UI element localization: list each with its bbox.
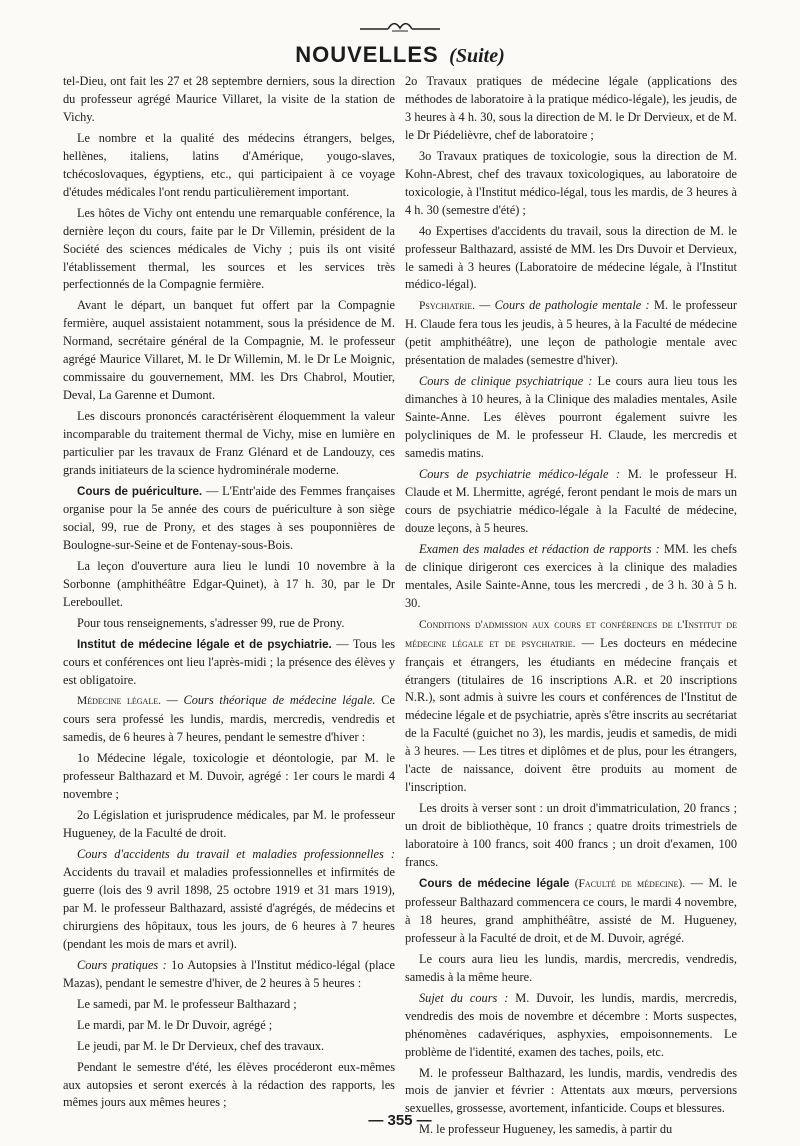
paragraph-text: — Les docteurs en médecine français et étrangers, les étudiants en médecine français et étrangers (titulaires de 16 inscriptions A.R. et 20 inscriptions N.R.), sont admis à suivre les cours et conférences de l'Institut de médecine légale et de psychiatrie, après s'être inscrits au secrétariat de la Faculté (guichet no 3), les mardis, jeudis et samedis, de midi à 3 heures. — Les titres et diplômes et de plus, pour les étrangers, l'acte de naissance, doivent être produits au moment de l'inscription. (405, 635, 737, 795)
bold-lead: Cours de médecine légale (419, 876, 570, 890)
paragraph-text: — M. le professeur Balthazard commencera ce cours, le mardi 4 novembre, à 18 heures, grand amphithéâtre, assisté de M. Hugueney, professeur à la Faculté de droit, et de M. Duvoir, agrégé. (405, 875, 737, 945)
paragraph-text: 1o Médecine légale, toxicologie et déontologie, par M. le professeur Balthazard et M. Duvoir, agrégé : 1er cours le mardi 4 novembre ; (63, 751, 395, 802)
paragraph-text: tel-Dieu, ont fait les 27 et 28 septembre derniers, sous la direction du professeur agrégé Maurice Villaret, la visite de la station de Vichy. (63, 74, 395, 124)
paragraph-text: 4o Expertises d'accidents du travail, sous la direction de M. le professeur Balthazard, assisté de MM. les Drs Duvoir et Dervieux, le samedi à 3 heures (Laboratoire de médecine légale, à l'Institut médico-légal). (405, 223, 737, 292)
paragraph (405, 541, 737, 613)
italic-lead: Cours pratiques : (77, 957, 167, 972)
paragraph (405, 616, 737, 798)
italic-lead: Cours de psychiatrie médico-légale : (419, 467, 621, 482)
paragraph (405, 223, 737, 295)
paragraph (63, 483, 395, 555)
smallcaps-lead: Psychiatrie. (419, 300, 475, 313)
paragraph-text: Le cours aura lieu les lundis, mardis, mercredis, vendredis, samedis à la même heure. (405, 951, 737, 984)
paragraph (63, 692, 395, 747)
paragraph-text: Pendant le semestre d'été, les élèves procéderont eux-mêmes aux autopsies et seront exercés à la rédaction des rapports, les mêmes jours aux mêmes heures ; (63, 1059, 395, 1110)
paragraph-text: M. le professeur Balthazard, les lundis, mardis, vendredis des mois de janvier et février : Attentats aux mœurs, perversions sexuelles, grossesse, avortement, infanticide. Coups et blessures. (405, 1065, 737, 1116)
paragraph (405, 148, 737, 220)
paragraph-text: Le mardi, par M. le Dr Duvoir, agrégé ; (77, 1017, 273, 1032)
page-number: — 355 — (368, 1112, 432, 1129)
page-subtitle: (Suite) (449, 45, 505, 67)
paragraph-text: Les droits à verser sont : un droit d'immatriculation, 20 francs ; un droit de bibliothèque, 10 francs ; quatre droits trimestriels de laboratoire à 100 francs, soit 400 francs ; un droit d'examen, 100 francs. (405, 801, 737, 870)
italic-lead: Cours d'accidents du travail et maladies professionnelles : (77, 847, 395, 862)
paragraph (405, 73, 737, 145)
smallcaps-lead: Conditions d'admission aux cours et conférences de l'Institut de médecine légale et de psychiatrie. (405, 618, 737, 650)
paragraph (63, 615, 395, 633)
italic-lead: — Cours théorique de médecine légale. (160, 693, 376, 708)
paragraph-text: Pour tous renseignements, s'adresser 99, rue de Prony. (77, 615, 345, 630)
paragraph-text: MM. les chefs de clinique dirigeront ces exercices à la clinique des maladies mentales, Asile Sainte-Anne, tous les mercredi , de 3 h. 30 à 5 h. 30. (405, 541, 737, 610)
paragraph (405, 951, 737, 987)
paragraph (405, 1065, 737, 1119)
paragraph-text: Les discours prononcés caractérisèrent éloquemment la valeur incomparable du traitement thermal de Vichy, mise en lumière en particulier par les travaux de Franz Glénard et de Landouzy, ces grands initiateurs de la science hydrominérale moderne. (63, 409, 395, 478)
paragraph-text: Le nombre et la qualité des médecins étrangers, belges, hellènes, italiens, latins d'Amérique, yougo-slaves, tchécoslovaques, égyptiens, etc., qui participaient à ce voyage d'études médicales l'ont rendu particulièrement important. (63, 130, 395, 199)
paragraph (63, 1038, 395, 1056)
paragraph (405, 990, 737, 1062)
paragraph-text: Accidents du travail et maladies professionnelles et infirmités de guerre (lois des 9 avril 1898, 25 octobre 1919 et 31 mars 1919), par M. le professeur Balthazard, assisté d'agrégés, de médecins et chirurgiens des hôpitaux, tous les jours, de 6 heures à 7 heures (pendant les mois de mars et avril). (63, 865, 395, 951)
italic-lead: Cours de clinique psychiatrique : (419, 374, 593, 389)
paragraph-text: 2o Législation et jurisprudence médicales, par M. le professeur Hugueney, de la Faculté de droit. (63, 808, 395, 841)
smallcaps-lead: Médecine légale. (77, 695, 161, 708)
paragraph (63, 750, 395, 804)
paragraph-text: 2o Travaux pratiques de médecine légale (applications des méthodes de laboratoire à la pratique médico-légale), les jeudis, de 3 heures à 4 h. 30, sous la direction de M. le Dr Dervieux, et de M. le Dr Piédelièvre, chef de laboratoire ; (405, 74, 737, 142)
italic-lead: — Cours de pathologie mentale : (474, 298, 650, 313)
paragraph (63, 73, 395, 127)
paragraph-text: Le cours aura lieu tous les dimanches à 10 heures, à la Clinique des maladies mentales, Asile Sainte-Anne. Les élèves pourront également suivre les polycliniques de M. le professeur H. Claude, les mercredis et samedis matins. (405, 374, 737, 461)
paragraph-text: Avant le départ, un banquet fut offert par la Compagnie fermière, auquel assistaient notamment, sous la présidence de M. Normand, secrétaire général de la Compagnie, M. le professeur agrégé Maurice Villaret, M. le Dr Willemin, M. le Dr Le Moignic, commissaire du gouvernement, MM. les Drs Chabrol, Moutier, Deval, La Garenne et Dumont. (63, 298, 395, 403)
paragraph-text: Le samedi, par M. le professeur Balthazard ; (77, 996, 297, 1011)
paragraph (63, 846, 395, 954)
paragraph (63, 130, 395, 202)
paragraph (63, 636, 395, 690)
paragraph (63, 205, 395, 295)
paragraph-text: M. Duvoir, les lundis, mardis, mercredis, vendredis des mois de novembre et décembre : Morts suspectes, phénomènes cadavériques, asphyxies, empoisonnements. Le problème de l'identité, examen des taches, poils, etc. (405, 990, 738, 1059)
paragraph-text: Ce cours sera professé les lundis, mardis, mercredis, vendredis et samedis, de 6 heures à 7 heures, pendant le semestre d'hiver : (63, 693, 395, 745)
italic-lead: Sujet du cours : (419, 990, 509, 1005)
paragraph (63, 558, 395, 612)
ornament-icon (358, 20, 442, 34)
left-column (63, 73, 395, 1115)
smallcaps-lead: (Faculté de médecine). (569, 877, 686, 890)
paragraph (63, 957, 395, 993)
paragraph (63, 408, 395, 480)
paragraph-text: M. le professeur H. Claude et M. Lhermitte, agrégé, feront pendant le mois de mars un cours de psychiatrie médico-légale à la Faculté de médecine, douze leçons, à 5 heures. (405, 467, 737, 535)
paragraph (63, 996, 395, 1014)
paragraph (405, 875, 737, 948)
paragraph-text: — Tous les cours et conférences ont lieu l'après-midi ; la présence des élèves y est obligatoire. (63, 636, 395, 687)
paragraph-text: M. le professeur Hugueney, les samedis, à partir du (419, 1122, 673, 1137)
paragraph-text: 3o Travaux pratiques de toxicologie, sous la direction de M. Kohn-Abrest, chef des travaux toxicologiques, au laboratoire de toxicologie, à l'Institut médico-légal, tous les mardis, de 3 heures à 4 h. 30 (semestre d'été) ; (405, 148, 737, 217)
paragraph (63, 807, 395, 843)
right-column (405, 73, 737, 1142)
paragraph (63, 297, 395, 405)
paragraph-text: Le jeudi, par M. le Dr Dervieux, chef des travaux. (77, 1038, 325, 1053)
bold-lead: Cours de puériculture. (77, 484, 203, 498)
paragraph-text: Les hôtes de Vichy ont entendu une remarquable conférence, la dernière leçon du cours, faite par le Dr Villemin, président de la Société des sciences médicales de Vichy ; puis ils ont visité l'établissement thermal, les sources et les services très perfectionnés de la Compagnie fermière. (63, 205, 395, 292)
paragraph (405, 800, 737, 872)
paragraph (405, 466, 737, 538)
page-title: NOUVELLES (295, 42, 439, 67)
paragraph-text: 1o Autopsies à l'Institut médico-légal (place Mazas), pendant le semestre d'hiver, de 2 heures à 5 heures : (63, 957, 395, 990)
paragraph-text: M. le professeur H. Claude fera tous les jeudis, à 5 heures, à la Faculté de médecine (petit amphithéâtre), une leçon de pathologie mentale avec présentation de malades (semestre d'hiver). (405, 298, 738, 368)
paragraph (405, 373, 737, 463)
paragraph (405, 297, 737, 370)
paragraph-text: — L'Entr'aide des Femmes françaises organise pour la 5e année des cours de puériculture à son siège social, 99, rue de Prony, et des stages à ses pouponnières de Boulogne-sur-Seine et de Fontenay-sous-Bois. (63, 483, 396, 552)
paragraph-text: La leçon d'ouverture aura lieu le lundi 10 novembre à la Sorbonne (amphithéâtre Edgar-Quinet), à 17 h. 30, par le Dr Lereboullet. (63, 558, 395, 609)
bold-lead: Institut de médecine légale et de psychiatrie. (77, 637, 332, 651)
italic-lead: Examen des malades et rédaction de rapports : (419, 541, 660, 556)
paragraph (63, 1059, 395, 1113)
paragraph (63, 1017, 395, 1035)
section-header (0, 42, 800, 68)
